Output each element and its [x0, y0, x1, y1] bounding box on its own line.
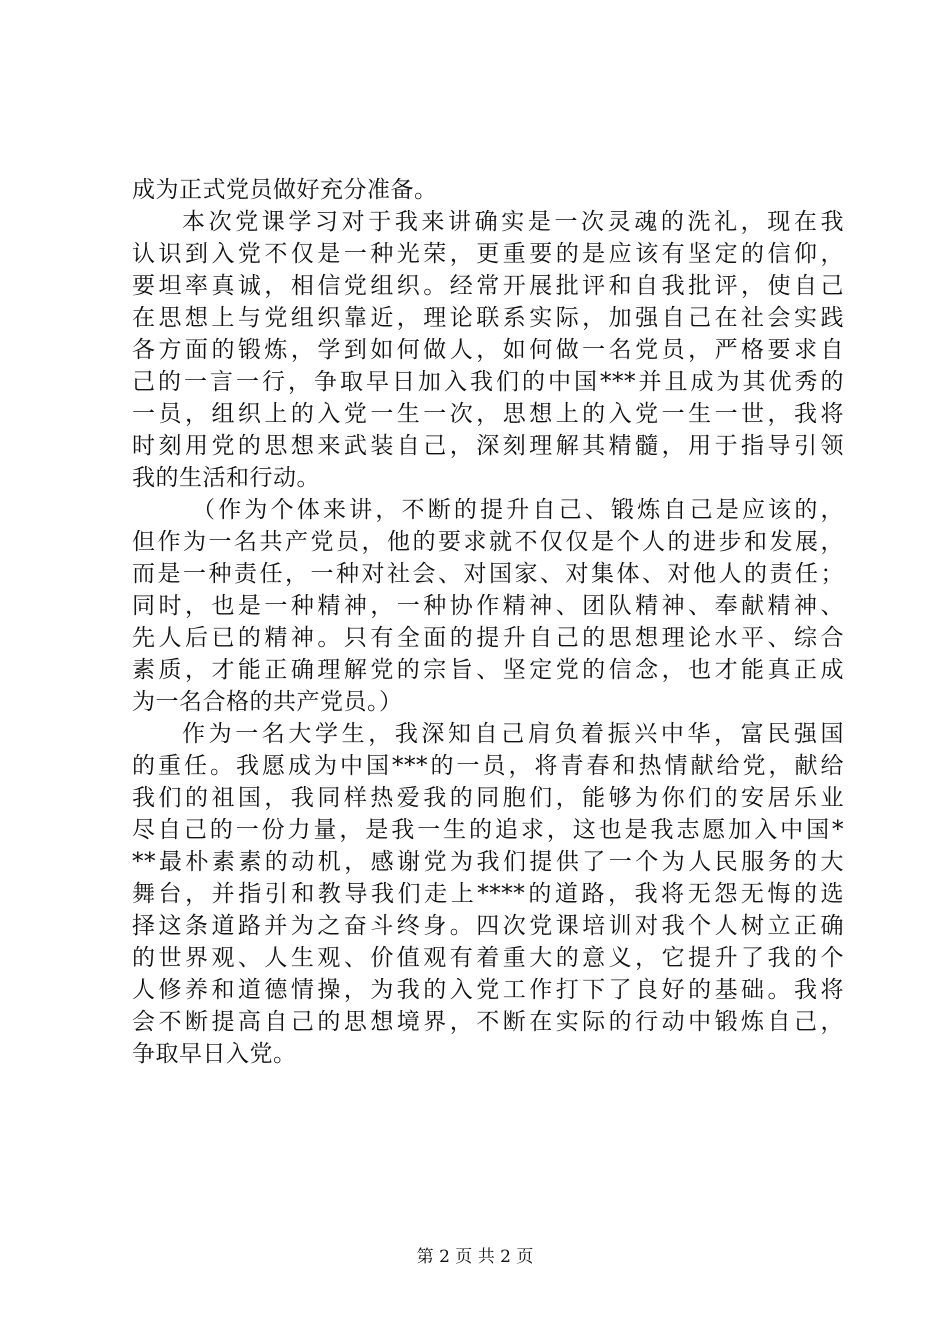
- paragraph-line: 要坦率真诚，相信党组织。经常开展批评和自我批评，使自己: [132, 273, 844, 299]
- paragraph-line: 的重任。我愿成为中国***的一员，将青春和热情献给党，献给: [132, 753, 844, 779]
- paragraph-line: 择这条道路并为之奋斗终身。四次党课培训对我个人树立正确: [132, 913, 844, 939]
- paragraph-line: 为一名合格的共产党员。）: [132, 689, 403, 715]
- page-number-footer: 第 2 页 共 2 页: [416, 1247, 534, 1267]
- paragraph-line: 时刻用党的思想来武装自己，深刻理解其精髓，用于指导引领: [132, 433, 844, 459]
- paragraph-line: 人修养和道德情操，为我的入党工作打下了良好的基础。我将: [132, 977, 844, 1003]
- paragraph-line: 己的一言一行，争取早日加入我们的中国***并且成为其优秀的: [132, 369, 844, 395]
- paragraph-line: 尽自己的一份力量，是我一生的追求，这也是我志愿加入中国*: [132, 817, 844, 843]
- paragraph-line: 认识到入党不仅是一种光荣，更重要的是应该有坚定的信仰，: [132, 241, 844, 267]
- paragraph-line: （作为个体来讲，不断的提升自己、锻炼自己是应该的，: [192, 497, 844, 523]
- paragraph-line: 争取早日入党。: [132, 1041, 297, 1067]
- paragraph-line: 作为一名大学生，我深知自己肩负着振兴中华，富民强国: [182, 721, 844, 747]
- paragraph-line: 同时，也是一种精神，一种协作精神、团队精神、奉献精神、: [132, 593, 844, 619]
- paragraph-line: 各方面的锻炼，学到如何做人，如何做一名党员，严格要求自: [132, 337, 844, 363]
- paragraph-line: **最朴素素的动机，感谢党为我们提供了一个为人民服务的大: [132, 849, 844, 875]
- paragraph-line: 在思想上与党组织靠近，理论联系实际，加强自己在社会实践: [132, 305, 844, 331]
- document-body: [132, 174, 844, 1070]
- paragraph-line: 舞台，并指引和教导我们走上****的道路，我将无怨无悔的选: [132, 881, 844, 907]
- paragraph-line: 会不断提高自己的思想境界，不断在实际的行动中锻炼自己，: [132, 1009, 844, 1035]
- paragraph-line: 先人后已的精神。只有全面的提升自己的思想理论水平、综合: [132, 625, 844, 651]
- paragraph-line: 的世界观、人生观、价值观有着重大的意义，它提升了我的个: [132, 945, 844, 971]
- paragraph-line: 一员，组织上的入党一生一次，思想上的入党一生一世，我将: [132, 401, 844, 427]
- paragraph-line: 我的生活和行动。: [132, 465, 320, 491]
- paragraph-line: 本次党课学习对于我来讲确实是一次灵魂的洗礼，现在我: [182, 209, 844, 235]
- paragraph-line: 素质，才能正确理解党的宗旨、坚定党的信念，也才能真正成: [132, 657, 844, 683]
- paragraph-line: 我们的祖国，我同样热爱我的同胞们，能够为你们的安居乐业: [132, 785, 844, 811]
- paragraph-line: 但作为一名共产党员，他的要求就不仅仅是个人的进步和发展，: [132, 529, 844, 555]
- paragraph-line: 成为正式党员做好充分准备。: [132, 177, 438, 203]
- paragraph-line: 而是一种责任，一种对社会、对国家、对集体、对他人的责任；: [132, 561, 844, 587]
